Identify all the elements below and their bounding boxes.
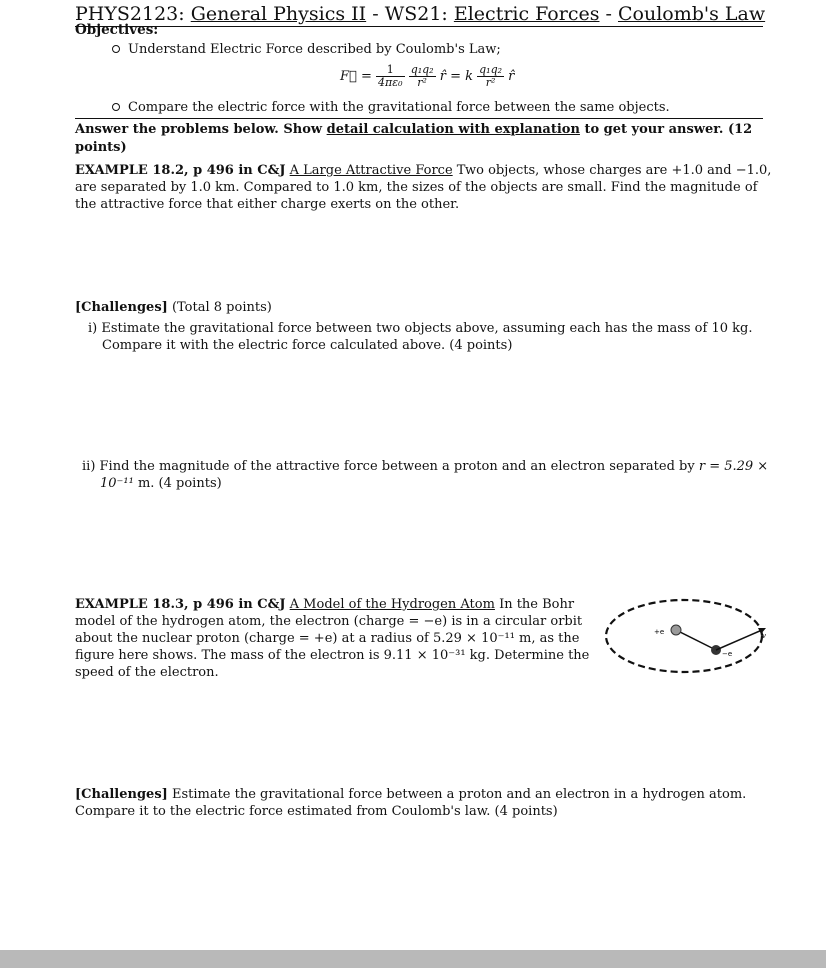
bohr-model-figure bbox=[596, 592, 776, 684]
challenges-2-label: [Challenges] bbox=[75, 787, 168, 802]
example-1-name: A Large Attractive Force bbox=[289, 163, 453, 178]
challenges-1-total: (Total 8 points) bbox=[171, 300, 272, 315]
formula-lhs: F⃗ = bbox=[340, 69, 372, 84]
title-course: General Physics II bbox=[190, 3, 367, 25]
page-title bbox=[75, 2, 766, 27]
example-1-text: Two objects, whose charges are +1.0 and −1.0, are separated by 1.0 km. Compared to 1.0 km, the sizes of the objects are small. Find the magnitude of the attractive force that either charge exerts on the other. bbox=[75, 163, 772, 212]
bullet-icon bbox=[112, 45, 120, 53]
divider bbox=[75, 118, 763, 119]
question-1 bbox=[88, 320, 792, 354]
question-1-num: i) bbox=[88, 321, 98, 336]
example-2-label: EXAMPLE 18.3, p 496 in C&J bbox=[75, 597, 286, 612]
challenges-2-text: Estimate the gravitational force between a proton and an electron in a hydrogen atom. Compare it to the electric force estimated from Coulomb's law. (4 points) bbox=[75, 787, 747, 819]
frac1-den: 4πε₀ bbox=[378, 76, 403, 89]
radius-line bbox=[676, 630, 716, 650]
question-2-text-b: m. (4 points) bbox=[137, 476, 222, 491]
example-1 bbox=[75, 162, 775, 213]
instructions-part2: detail calculation with explanation bbox=[326, 122, 580, 137]
proton-label: +e bbox=[654, 628, 665, 636]
title-law: Coulomb's Law bbox=[617, 3, 766, 25]
orbit-path bbox=[606, 600, 762, 672]
title-code: PHYS2123: bbox=[75, 3, 185, 25]
coulomb-formula bbox=[340, 64, 514, 89]
frac2-den: r² bbox=[417, 76, 427, 89]
example-1-label: EXAMPLE 18.2, p 496 in C&J bbox=[75, 163, 286, 178]
formula-frac3 bbox=[477, 64, 504, 89]
title-sep1: - bbox=[372, 3, 379, 25]
formula-frac2 bbox=[409, 64, 436, 89]
frac1-num: 1 bbox=[376, 64, 405, 77]
electron-label: −e bbox=[722, 650, 733, 658]
frac3-den: r² bbox=[485, 76, 496, 89]
title-sep2: - bbox=[605, 3, 612, 25]
question-2 bbox=[82, 458, 794, 492]
question-1-text: Estimate the gravitational force between two objects above, assuming each has the mass of 10 kg. Compare it with the electric force calculated above. (4 points) bbox=[101, 321, 753, 353]
question-2-r: r = 5.29 × 10⁻¹¹ bbox=[100, 459, 769, 491]
example-2-text: In the Bohr model of the hydrogen atom, the electron (charge = −e) is in a circular orbit about the nuclear proton (charge = +e) at a radius of 5.29 × 10⁻¹¹ m, as the figure here shows. The mass of the electron is 9.11 × 10⁻³¹ kg. Determine the speed of the electron. bbox=[75, 597, 590, 680]
objective-item-1 bbox=[112, 42, 501, 57]
objective-item-2 bbox=[112, 100, 670, 115]
question-2-text-a: Find the magnitude of the attractive force between a proton and an electron separated by bbox=[99, 459, 695, 474]
frac2-num: q₁q₂ bbox=[410, 63, 434, 76]
formula-frac1 bbox=[376, 64, 405, 89]
title-ws: WS21: bbox=[384, 3, 448, 25]
formula-rhat2: r̂ bbox=[508, 69, 515, 84]
instructions bbox=[75, 121, 775, 157]
challenges-1-header bbox=[75, 299, 272, 316]
velocity-arrow bbox=[716, 630, 762, 650]
objective-item-2-text: Compare the electric force with the gravitational force between the same objects. bbox=[128, 100, 670, 115]
velocity-label: v bbox=[762, 632, 766, 640]
instructions-part1: Answer the problems below. Show bbox=[75, 122, 323, 137]
frac3-num: q₁q₂ bbox=[479, 63, 503, 76]
footer-bar bbox=[0, 950, 826, 968]
challenges-1-label: [Challenges] bbox=[75, 300, 168, 315]
example-2-name: A Model of the Hydrogen Atom bbox=[289, 597, 495, 612]
challenges-2 bbox=[75, 786, 775, 820]
question-2-num: ii) bbox=[82, 459, 96, 474]
example-2 bbox=[75, 596, 595, 681]
title-topic: Electric Forces bbox=[453, 3, 600, 25]
bullet-icon bbox=[112, 103, 120, 111]
formula-rhat1: r̂ = k bbox=[439, 69, 473, 84]
proton-icon bbox=[671, 625, 681, 635]
objectives-label: Objectives: bbox=[75, 22, 159, 38]
objective-item-1-text: Understand Electric Force described by Coulomb's Law; bbox=[128, 42, 501, 57]
instructions-part3: to get your answer. (12 points) bbox=[75, 122, 753, 155]
